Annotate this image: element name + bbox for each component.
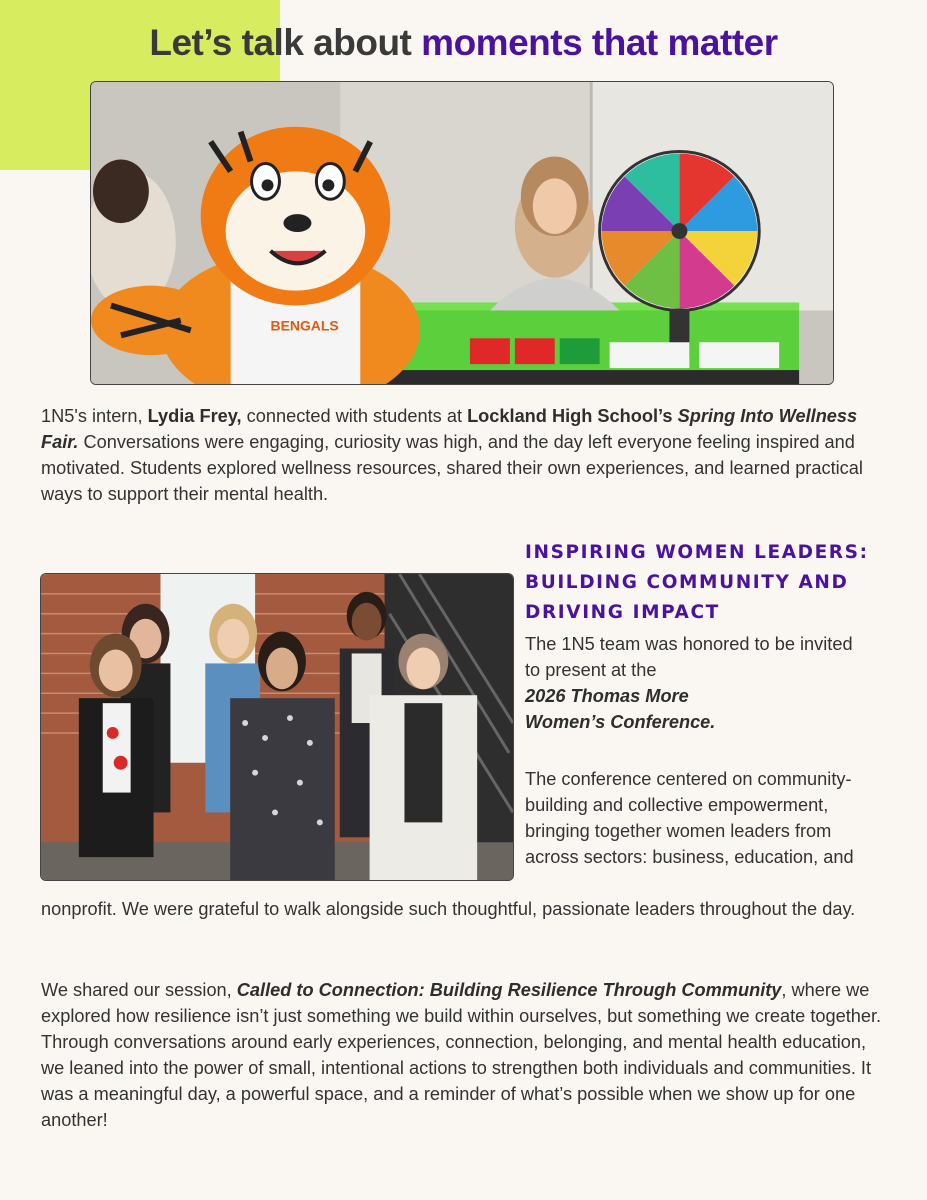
conference-lead-text: The 1N5 team was honored to be invited to present at the — [525, 634, 853, 680]
conference-name-line-2: Women’s Conference. — [525, 712, 716, 732]
intern-name: Lydia Frey, — [147, 406, 242, 426]
women-leaders-illustration — [41, 574, 513, 880]
wellness-fair-paragraph — [41, 403, 881, 507]
conference-name-line-1: 2026 Thomas More — [525, 686, 689, 706]
session-paragraph — [41, 977, 891, 1133]
photo-women-leaders — [40, 573, 514, 881]
section-heading-women-leaders: INSPIRING WOMEN LEADERS: BUILDING COMMUNITY AND DRIVING IMPACT — [525, 542, 869, 623]
conference-invite-paragraph — [525, 631, 855, 735]
svg-text:BENGALS: BENGALS — [270, 317, 339, 334]
event-name: Spring Into Wellness Fair. — [41, 406, 858, 452]
session-intro-text: We shared our session, — [41, 980, 237, 1000]
wellness-mid-text: connected with students at — [241, 406, 468, 426]
session-rest-text: , where we explored how resilience isn’t just something we build within ourselves, but something we create together. Through conversations around early experiences, connection, belonging, and mental health education, we leaned into the power of small, intentional actions to strengthen both individuals and communities. It was a meaningful day, a powerful space, and a reminder of what’s possible when we show up for one another! — [41, 980, 882, 1130]
wellness-rest-text: Conversations were engaging, curiosity was high, and the day left everyone feeling inspired and motivated. Students explored wellness resources, shared their own experiences, and learned practical ways to support their mental health. — [41, 432, 863, 504]
school-name: Lockland High School’s — [467, 406, 673, 426]
conference-body-paragraph-part-1: The conference centered on community-building and collective empowerment, bringing together women leaders from across sectors: business, education, and — [525, 769, 854, 867]
title-dark-part: Let’s talk about — [149, 22, 412, 63]
conference-body-paragraph-part-2: nonprofit. We were grateful to walk alongside such thoughtful, passionate leaders throughout the day. — [41, 899, 856, 919]
title-purple-part: moments that matter — [421, 22, 778, 63]
wellness-fair-illustration — [91, 82, 833, 384]
photo-wellness-fair — [90, 81, 834, 385]
page-title — [0, 20, 927, 66]
session-title: Called to Connection: Building Resilience Through Community — [236, 980, 782, 1000]
wellness-intro-text: 1N5's intern, — [41, 406, 148, 426]
